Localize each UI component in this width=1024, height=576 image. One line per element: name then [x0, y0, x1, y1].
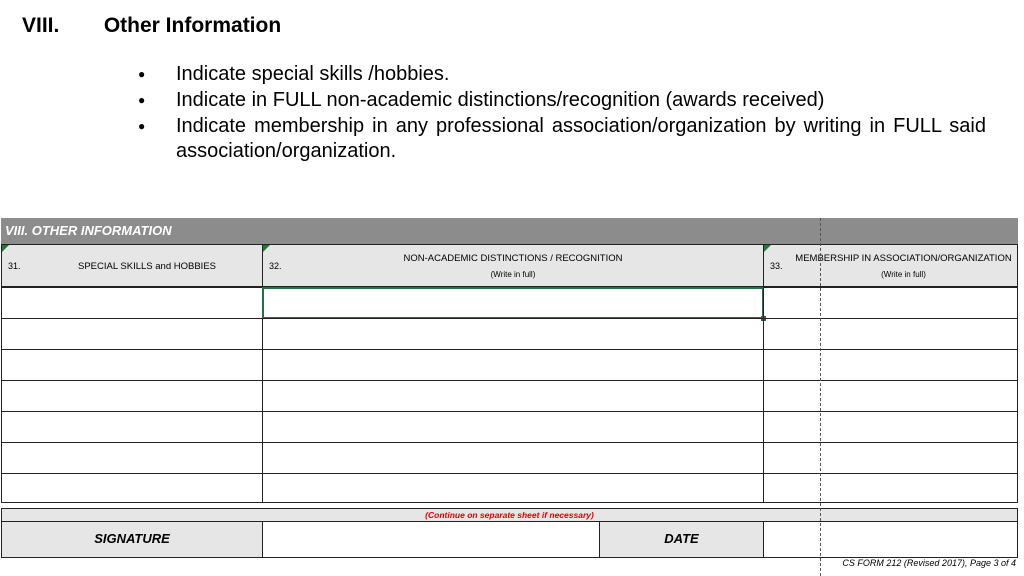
instruction-list: [136, 62, 986, 165]
membership-cell[interactable]: [763, 473, 1018, 503]
section-title: Other Information: [103, 14, 282, 37]
comment-marker-icon: [263, 245, 270, 252]
signature-label: SIGNATURE: [1, 521, 263, 558]
membership-cell[interactable]: [763, 318, 1018, 350]
distinctions-cell[interactable]: [262, 349, 764, 381]
section-number: VIII.: [22, 14, 60, 37]
skills-cell[interactable]: [1, 380, 263, 412]
column-number: 33.: [770, 261, 783, 271]
column-subtitle: (Write in full): [881, 270, 926, 279]
column-number: 31.: [8, 261, 21, 271]
continue-note: (Continue on separate sheet if necessary): [1, 508, 1018, 522]
instruction-item: ● Indicate in FULL non-academic distinctions/recognition (awards received): [136, 88, 986, 113]
column-number: 32.: [269, 261, 282, 271]
distinctions-cell[interactable]: [262, 287, 764, 319]
skills-cell[interactable]: [1, 349, 263, 381]
distinctions-cell[interactable]: [262, 473, 764, 503]
skills-cell[interactable]: [1, 318, 263, 350]
membership-cell[interactable]: [763, 380, 1018, 412]
comment-marker-icon: [2, 245, 9, 252]
form-footer: CS FORM 212 (Revised 2017), Page 3 of 4: [842, 558, 1016, 568]
date-label: DATE: [599, 521, 764, 558]
page-break-line: [820, 218, 821, 576]
membership-cell[interactable]: [763, 287, 1018, 319]
distinctions-cell[interactable]: [262, 442, 764, 474]
skills-cell[interactable]: [1, 473, 263, 503]
skills-cell[interactable]: [1, 442, 263, 474]
column-title: NON-ACADEMIC DISTINCTIONS / RECOGNITION: [403, 253, 623, 264]
column-subtitle: (Write in full): [490, 270, 536, 279]
membership-cell[interactable]: [763, 349, 1018, 381]
column-header-membership: [763, 244, 1018, 287]
distinctions-cell[interactable]: [262, 411, 764, 443]
distinctions-cell[interactable]: [262, 318, 764, 350]
signature-field[interactable]: [262, 521, 600, 558]
membership-cell[interactable]: [763, 411, 1018, 443]
column-title: MEMBERSHIP IN ASSOCIATION/ORGANIZATION: [795, 253, 1012, 264]
date-field[interactable]: [763, 521, 1018, 558]
instruction-item: ● Indicate special skills /hobbies.: [136, 62, 986, 87]
instruction-item: ● Indicate membership in any professional association/organization by writing in FULL said association/organization.: [136, 114, 986, 164]
distinctions-cell[interactable]: [262, 380, 764, 412]
form-section-header: VIII. OTHER INFORMATION: [1, 218, 1018, 244]
section-heading: [22, 14, 281, 38]
column-title: SPECIAL SKILLS and HOBBIES: [78, 261, 216, 272]
skills-cell[interactable]: [1, 411, 263, 443]
comment-marker-icon: [764, 245, 771, 252]
skills-cell[interactable]: [1, 287, 263, 319]
membership-cell[interactable]: [763, 442, 1018, 474]
column-header-skills: [1, 244, 263, 287]
column-header-distinctions: [262, 244, 764, 287]
